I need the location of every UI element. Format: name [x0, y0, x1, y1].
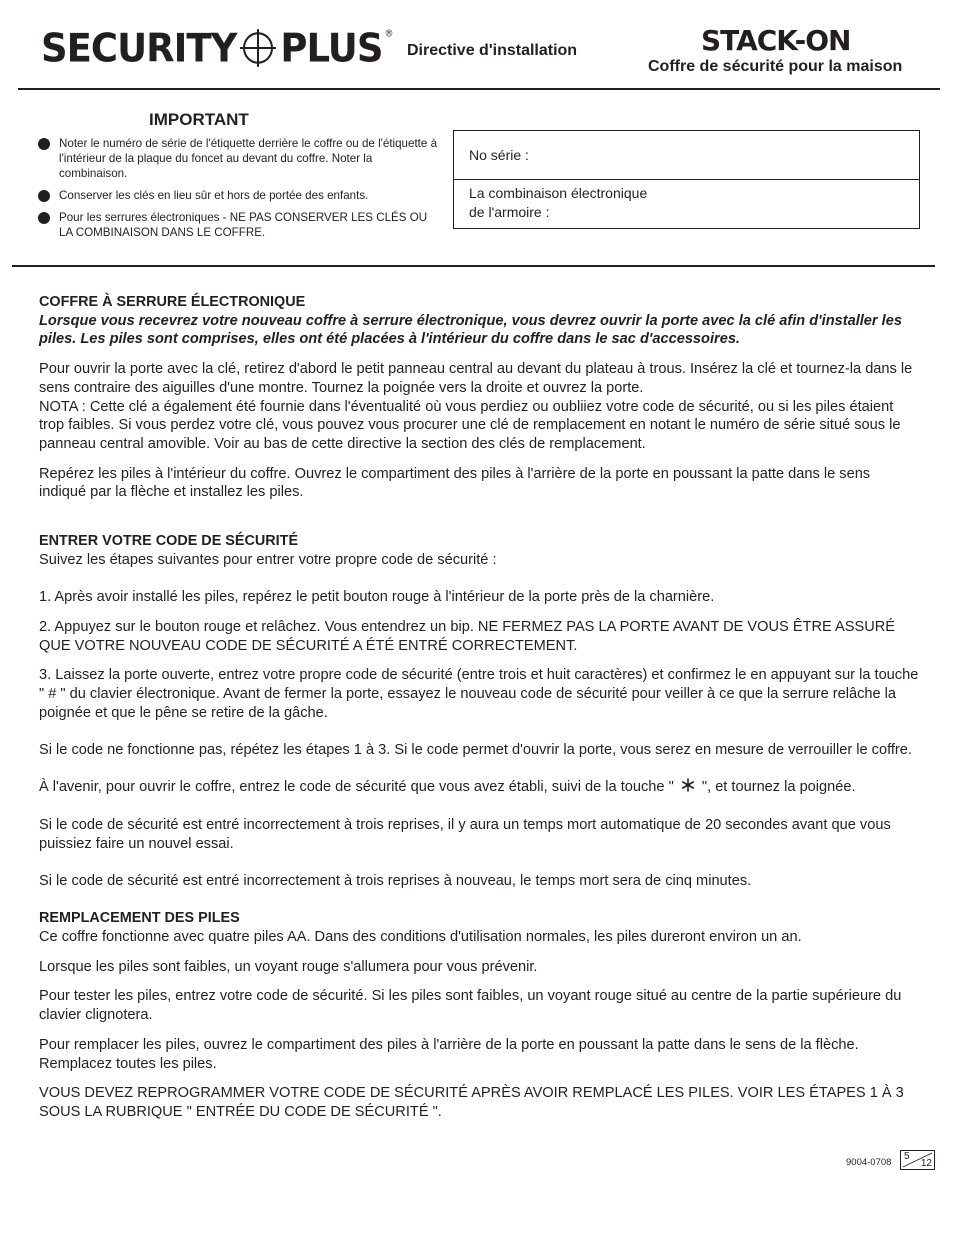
paragraph-part: À l'avenir, pour ouvrir le coffre, entrez le code de sécurité que vous avez établi, suivi de la touche ": [39, 779, 674, 796]
paragraph: Pour ouvrir la porte avec la clé, retirez d'abord le petit panneau central au devant du plateau à trous. Insérez la clé et tournez-la dans le sens contraire des aiguilles d'une montre. Tournez la poignée vers la droite et ouvrez la porte.: [39, 361, 913, 396]
section-heading: ENTRER VOTRE CODE DE SÉCURITÉ: [39, 533, 299, 550]
step-item: 3. Laissez la porte ouverte, entrez votre propre code de sécurité (entre trois et huit caractères) et confirmez le en appuyant sur la touche " # " du clavier électronique. Avant de fermer la porte, essayez le nouveau code de sécurité pour veiller à ce que la serrure relâche la poignée et que le pêne se retire de la gâche.: [39, 667, 919, 721]
section-intro: Lorsque vous recevrez votre nouveau coffre à serrure électronique, vous devrez ouvrir la porte avec la clé afin d'installer les piles. Les piles sont comprises, elles ont été placées à l'intérieur du coffre dans le sac d'accessoires.: [39, 312, 902, 348]
serial-info-box: [453, 130, 920, 229]
paragraph: NOTA : Cette clé a également été fournie dans l'éventualité où vous perdiez ou oubliiez votre code de sécurité, ou si les piles étaient trop faibles. Si vous perdez votre clé, vous pouvez vous procurer une clé de remplacement en notant le numéro de série situé sous le panneau central amovible. Voir au bas de cette directive la section des clés de remplacement.: [39, 398, 901, 452]
bullet-dot-icon: [38, 190, 50, 202]
list-item-text: Noter le numéro de série de l'étiquette derrière le coffre ou de l'étiquette à l'intérieur de la plaque du foncet au devant du coffre. Noter la combinaison.: [59, 137, 438, 180]
paragraph: Ce coffre fonctionne avec quatre piles AA. Dans des conditions d'utilisation normales, les piles dureront environ un an.: [39, 929, 802, 945]
paragraph: Si le code de sécurité est entré incorrectement à trois reprises à nouveau, le temps mort sera de cinq minutes.: [39, 872, 752, 889]
paragraph-star-key: [39, 778, 921, 797]
security-plus-logo: [41, 25, 393, 71]
step-item: 1. Après avoir installé les piles, repérez le petit bouton rouge à l'intérieur de la porte près de la charnière.: [39, 589, 715, 606]
serial-number-field: [454, 131, 919, 180]
logo-text-plus: PLUS: [280, 25, 383, 71]
section-divider: [12, 265, 935, 267]
revision-year: 12: [920, 1158, 932, 1169]
paragraph: Pour tester les piles, entrez votre code de sécurité. Si les piles sont faibles, un voyant rouge situé au centre de la partie supérieure du clavier clignotera.: [39, 988, 902, 1024]
logo-text-security: SECURITY: [41, 25, 237, 71]
paragraph: Lorsque les piles sont faibles, un voyant rouge s'allumera pour vous prévenir.: [39, 958, 538, 975]
list-item: [38, 210, 438, 240]
paragraph: Si le code ne fonctionne pas, répétez les étapes 1 à 3. Si le code permet d'ouvrir la porte, vous serez en mesure de verrouiller le coffre.: [39, 742, 912, 759]
crosshair-icon: [239, 28, 277, 68]
document-title: Directive d'installation: [407, 42, 578, 59]
section-heading: COFFRE À SERRURE ÉLECTRONIQUE: [39, 294, 306, 310]
list-item-text: Conserver les clés en lieu sûr et hors de portée des enfants.: [59, 189, 369, 202]
paragraph: Suivez les étapes suivantes pour entrer votre propre code de sécurité :: [39, 551, 497, 568]
asterisk-icon: [681, 778, 695, 792]
list-item: [38, 136, 438, 181]
paragraph: VOUS DEVEZ REPROGRAMMER VOTRE CODE DE SÉCURITÉ APRÈS AVOIR REMPLACÉ LES PILES. VOIR LES ÉTAPES 1 À 3 SOUS LA RUBRIQUE " ENTRÉE DU CODE DE SÉCURITÉ ".: [39, 1085, 904, 1120]
document-code: 9004-0708: [846, 1157, 892, 1168]
step-item: 2. Appuyez sur le bouton rouge et relâchez. Vous entendrez un bip. NE FERMEZ PAS LA PORTE AVANT DE VOUS ÊTRE ASSURÉ QUE VOTRE NOUVEAU CODE DE SÉCURITÉ A ÉTÉ ENTRÉ CORRECTEMENT.: [39, 618, 896, 654]
combination-label-line1: La combinaison électronique: [469, 185, 648, 201]
registered-mark: ®: [384, 29, 393, 40]
combination-field: [454, 180, 919, 222]
revision-month: 5: [904, 1151, 910, 1162]
main-content: [39, 293, 921, 1122]
stack-on-logo: [701, 24, 850, 57]
paragraph: Si le code de sécurité est entré incorrectement à trois reprises, il y aura un temps mort automatique de 20 secondes avant que vous puissiez faire un nouvel essai.: [39, 816, 891, 852]
product-subtitle: Coffre de sécurité pour la maison: [648, 58, 903, 75]
paragraph-part: ", et tournez la poignée.: [701, 779, 856, 796]
bullet-dot-icon: [38, 138, 50, 150]
combination-label-line2: de l'armoire :: [469, 204, 550, 220]
revision-box: [900, 1150, 935, 1170]
serial-number-label: No série :: [469, 147, 529, 163]
stack-on-logo-text: STACK-ON: [701, 24, 851, 57]
section-heading: REMPLACEMENT DES PILES: [39, 910, 240, 927]
list-item: [38, 188, 438, 203]
paragraph: Pour remplacer les piles, ouvrez le compartiment des piles à l'arrière de la porte en poussant la patte dans le sens de la flèche. Remplacez toutes les piles.: [39, 1036, 859, 1072]
important-list: [38, 136, 438, 247]
paragraph: Repérez les piles à l'intérieur du coffre. Ouvrez le compartiment des piles à l'arrière de la porte en poussant la patte dans le sens indiqué par la flèche et installez les piles.: [39, 465, 871, 501]
header-divider: [18, 88, 940, 90]
important-heading: IMPORTANT: [149, 110, 249, 129]
list-item-text: Pour les serrures électroniques - NE PAS CONSERVER LES CLÉS OU LA COMBINAISON DANS LE COFFRE.: [59, 211, 428, 239]
bullet-dot-icon: [38, 212, 50, 224]
